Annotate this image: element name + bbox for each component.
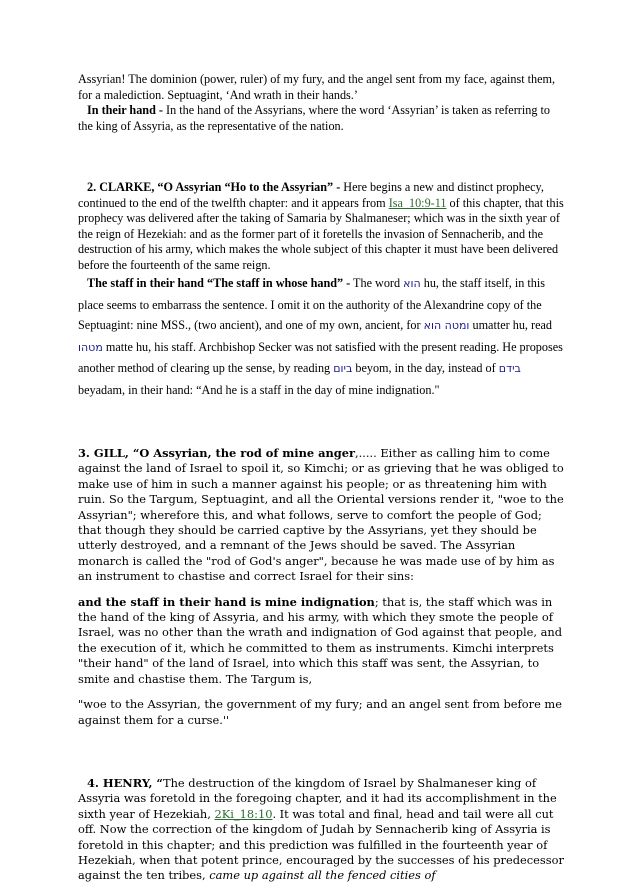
barnes-in-their-hand-heading: In their hand -	[87, 103, 163, 117]
clarke-paragraph	[78, 180, 564, 273]
gill-heading: 3. GILL, “O Assyrian, the rod of mine anger	[78, 446, 356, 460]
clarke-staff-text-a: The word	[350, 276, 404, 290]
hebrew-umatteh-hu: ומטה הוא	[423, 319, 470, 332]
document-page	[78, 72, 564, 884]
henry-text-b: . It was total and final, head and tail were all cut off. Now the correction of the kingdom of Judah by Sennacherib king of Assyria is foretold in this chapter; and this prediction was fulfilled in the fourteenth year of Hezekiah, when that potent prince, encouraged by the successes of his predecessor against the ten tribes,	[78, 806, 564, 883]
gill-paragraph	[78, 446, 564, 585]
barnes-in-their-hand-text: In the hand of the Assyrians, where the word ‘Assyrian’ is taken as referring to the king of Assyria, as the representative of the nation.	[78, 103, 550, 133]
clarke-staff-text-b: hu, the staff itself, in this place seems to embarrass the sentence. I omit it on the authority of the Alexandrine copy of the Septuagint: nine MSS., (two ancient), and one of my own, ancient, for	[78, 276, 546, 332]
clarke-staff-text-e: beyom, in the day, instead of	[352, 361, 499, 375]
gill-staff-text: ; that is, the staff which was in the hand of the king of Assyria, and his army, with which they smote the people of Israel, was no other than the wrath and indignation of God against that people, and the execution of it, which he committed to them as instruments. Kimchi interprets "their hand" of the land of Israel, into which this staff was sent, the Assyrian, to smite and chastise them. The Targum is,	[78, 594, 563, 686]
hebrew-beyom: ביום	[333, 362, 353, 375]
gill-quote-text: "woe to the Assyrian, the government of my fury; and an angel sent from before me against them for a curse.''	[78, 697, 562, 727]
henry-paragraph	[78, 776, 564, 884]
clarke-text-a: Here begins a new and distinct prophecy, continued to the end of the twelfth chapter: and it appears from	[78, 180, 544, 210]
clarke-staff-text-d: matte hu, his staff. Archbishop Secker was not satisfied with the present reading. He proposes another method of clearing up the sense, by reading	[78, 339, 563, 375]
2ki-18-10-link[interactable]: 2Ki_18:10	[214, 806, 273, 821]
barnes-tail-paragraph	[78, 72, 564, 103]
gill-text: ,..... Either as calling him to come against the land of Israel to spoil it, so Kimchi; or as grieving that he was obliged to make use of him in such a manner against his people; or as threatening him with ruin. So the Targum, Septuagint, and all the Oriental versions render it, "woe to the Assyrian"; wherefore this, and what follows, serve to comfort the people of God; that though they should be carried captive by the Assyrians, yet they should be utterly destroyed, and a remnant of the Jews should be saved. The Assyrian monarch is called the "rod of God's anger", because he was made use of by him as an instrument to chastise and correct Israel for their sins:	[78, 446, 564, 584]
isa-10-9-11-link[interactable]: Isa_10:9-11	[388, 195, 447, 210]
gill-targum-quote	[78, 697, 564, 728]
hebrew-matteh: מטהו	[78, 340, 103, 354]
barnes-tail-text: Assyrian! The dominion (power, ruler) of my fury, and the angel sent from my face, against them, for a malediction. Septuagint, ‘And wrath in their hands.’	[78, 72, 556, 102]
henry-text-a: The destruction of the kingdom of Israel by Shalmaneser king of Assyria was foretold in the foregoing chapter, and it had its accomplishment in the sixth year of Hezekiah,	[78, 775, 557, 821]
clarke-staff-paragraph	[78, 273, 564, 400]
henry-heading: 4. HENRY, “	[87, 775, 163, 790]
gill-staff-paragraph	[78, 595, 564, 687]
clarke-staff-heading: The staff in their hand “The staff in whose hand” -	[87, 276, 351, 290]
hebrew-hu: הוא	[403, 277, 421, 290]
clarke-text-b: of this chapter, that this prophecy was delivered after the taking of Samaria by Shalmaneser; which was in the sixth year of the reign of Hezekiah: and as the former part of it foretells the invasion of Sennacherib, and the destruction of his army, which makes the whole subject of this chapter it must have been delivered before the fourteenth of the same reign.	[78, 195, 564, 272]
henry-italic-text: came up against all the fenced cities of	[209, 868, 436, 883]
clarke-heading: 2. CLARKE, “O Assyrian “Ho to the Assyrian” -	[87, 180, 341, 194]
clarke-staff-text-c: umatter hu, read	[469, 318, 552, 332]
barnes-in-their-hand-paragraph	[78, 103, 564, 134]
hebrew-beyadam: בידם	[498, 362, 521, 375]
gill-staff-heading: and the staff in their hand is mine indignation	[78, 594, 375, 609]
clarke-staff-text-f: beyadam, in their hand: “And he is a staff in the day of mine indignation."	[78, 382, 440, 397]
